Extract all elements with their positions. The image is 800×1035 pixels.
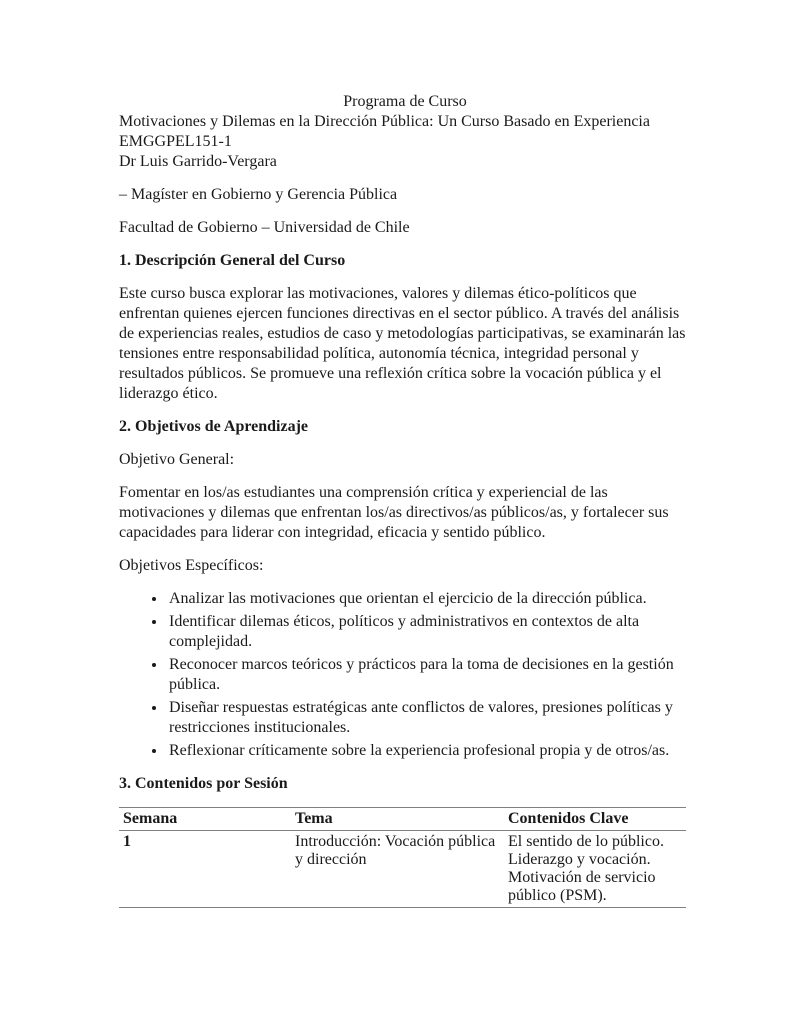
objective-item: • Analizar las motivaciones que orientan el ejercicio de la dirección pública. [167,589,691,609]
faculty-line: Facultad de Gobierno – Universidad de Chile [119,219,410,236]
doc-title: Programa de Curso [343,93,467,110]
cell-semana: 1 [123,833,131,850]
instructor-name: Dr Luis Garrido-Vergara [119,153,277,170]
objective-general-label: Objetivo General: [119,451,235,468]
section-2-heading: 2. Objetivos de Aprendizaje [119,418,309,435]
table-header-row [119,808,686,831]
col-header-semana: Semana [123,810,178,827]
objectives-specific-label: Objetivos Específicos: [119,557,264,574]
program-line: – Magíster en Gobierno y Gerencia Pública [119,186,398,203]
contents-table [119,807,686,908]
objective-item: • Diseñar respuestas estratégicas ante conflictos de valores, presiones políticas y restricciones institucionales. [167,698,691,738]
course-code: EMGGPEL151-1 [119,133,232,150]
col-header-contenidos: Contenidos Clave [508,810,629,827]
objective-general-body: Fomentar en los/as estudiantes una comprensión crítica y experiencial de las motivaciones y dilemas que enfrentan los/as directivos/as públicos/as, y fortalecer sus capacidades para liderar con integridad, eficacia y sentido público. [119,484,669,541]
course-title: Motivaciones y Dilemas en la Dirección Pública: Un Curso Basado en Experiencia [119,113,650,130]
objective-item: • Identificar dilemas éticos, políticos y administrativos en contextos de alta complejidad. [167,612,691,652]
table-row [119,831,686,908]
header-block [119,92,691,172]
section-1-body: Este curso busca explorar las motivaciones, valores y dilemas ético-políticos que enfrentan quienes ejercen funciones directivas en el sector público. A través del análisis de experiencias reales, estudios de caso y metodologías participativas, se examinarán las tensiones entre responsabilidad política, autonomía técnica, integridad personal y resultados públicos. Se promueve una reflexión crítica sobre la vocación pública y el liderazgo ético. [119,285,686,402]
col-header-tema: Tema [295,810,333,827]
objective-item: • Reflexionar críticamente sobre la experiencia profesional propia y de otros/as. [167,741,691,761]
objective-item: • Reconocer marcos teóricos y prácticos para la toma de decisiones en la gestión pública. [167,655,691,695]
objectives-list [119,589,691,761]
cell-contenidos: El sentido de lo público. Liderazgo y vocación. Motivación de servicio público (PSM). [508,833,664,904]
section-3-heading: 3. Contenidos por Sesión [119,775,288,792]
cell-tema: Introducción: Vocación pública y dirección [295,833,496,868]
document-content [119,92,691,908]
section-1-heading: 1. Descripción General del Curso [119,252,346,269]
